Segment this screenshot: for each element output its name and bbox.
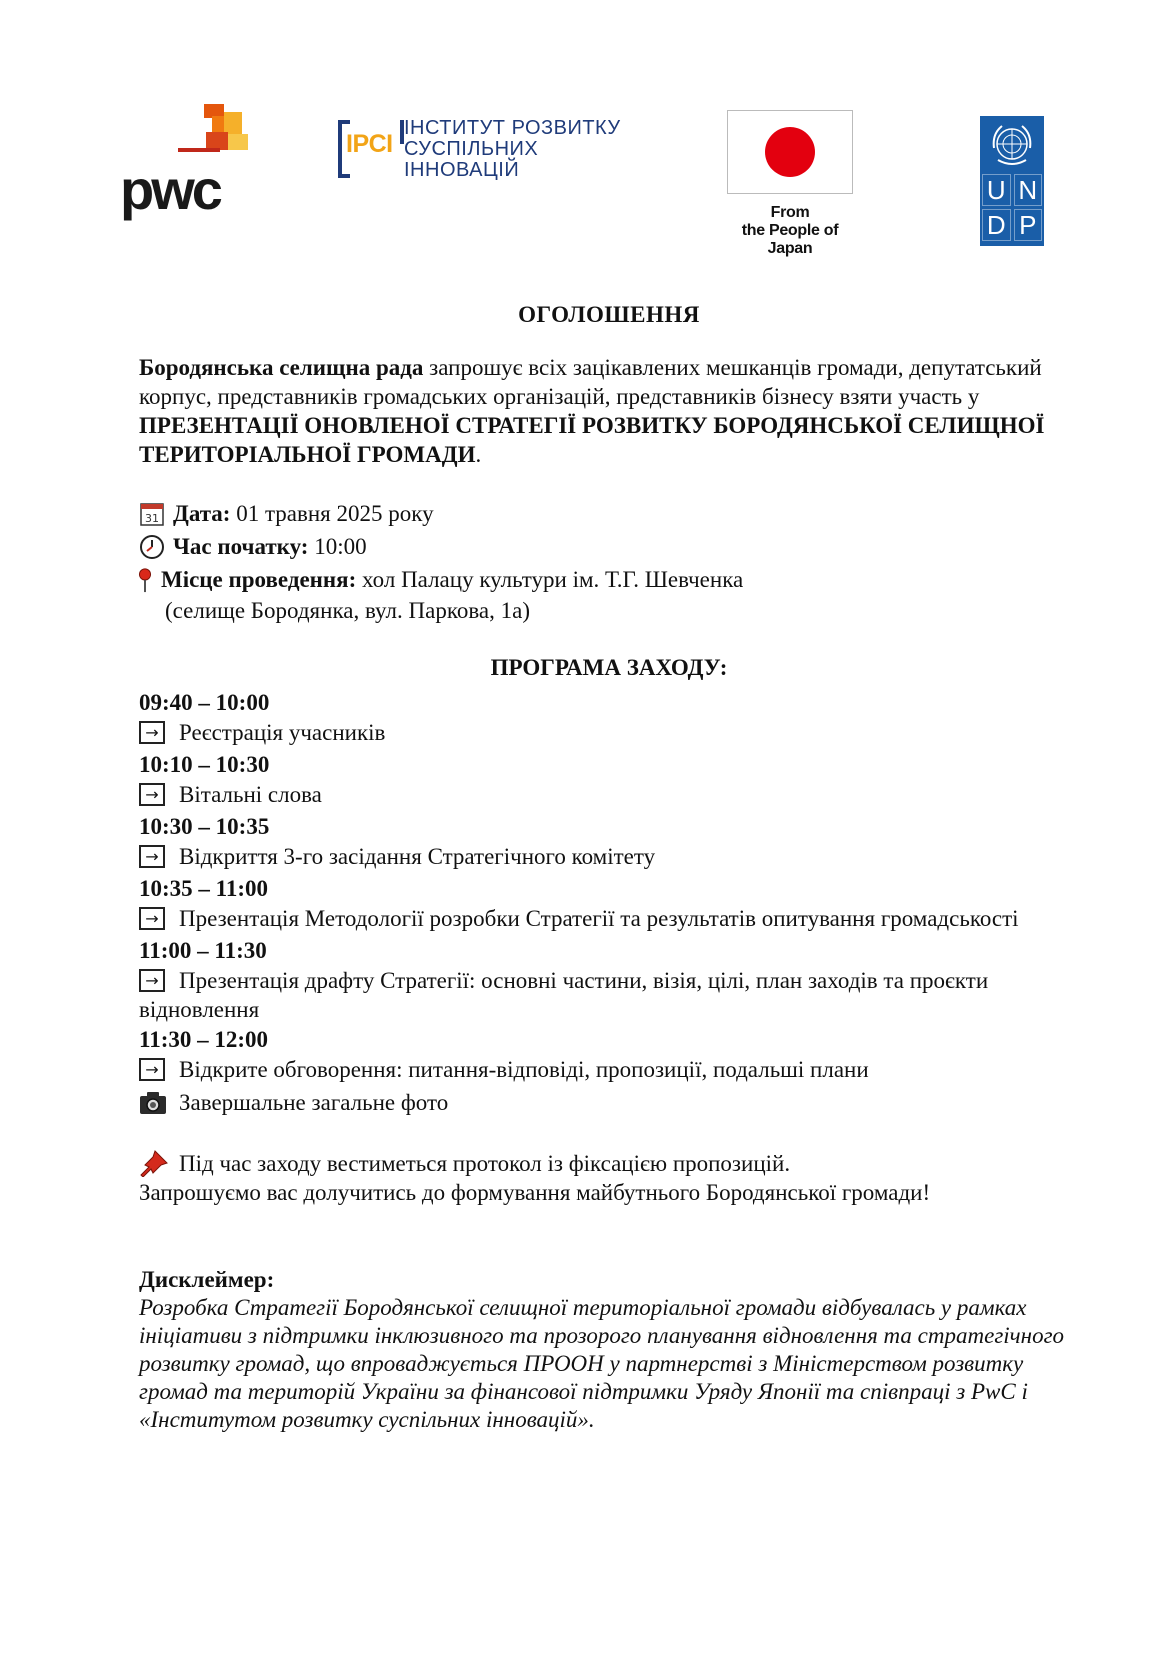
program-item-text: Вітальні слова xyxy=(179,782,322,807)
final-photo-item xyxy=(139,1088,1079,1117)
japan-caption-line: the People of Japan xyxy=(741,222,839,257)
program-item xyxy=(139,966,1079,1024)
ipci-line: СУСПІЛЬНИХ xyxy=(404,138,539,160)
pwc-block xyxy=(228,134,248,150)
place-line xyxy=(135,563,1079,596)
program-item-text: Презентація Методології розробки Стратегії та результатів опитування громадськості xyxy=(179,906,1019,931)
undp-letter: P xyxy=(1014,209,1043,241)
intro-paragraph xyxy=(139,353,1079,469)
program-list xyxy=(139,687,1079,1117)
arrow-icon: → xyxy=(139,721,165,744)
announcement xyxy=(139,300,1079,1434)
time-label: Час початку: xyxy=(173,534,309,559)
page-title: ОГОЛОШЕННЯ xyxy=(518,302,700,327)
intro-text: запрошує всіх зацікавлених мешканців громади, депутатський корпус, представників громадських організацій, представників бізнесу взяти участь у xyxy=(139,355,1042,409)
note-line-1: Під час заходу вестиметься протокол із фіксацією пропозицій. xyxy=(179,1151,791,1176)
program-item xyxy=(139,1055,1079,1086)
program-item-text: Реєстрація учасників xyxy=(179,720,386,745)
undp-letters xyxy=(980,174,1044,241)
arrow-icon: → xyxy=(139,1058,165,1081)
japan-caption xyxy=(725,204,855,258)
org-name: Бородянська селищна рада xyxy=(139,355,424,380)
intro-end: . xyxy=(475,442,482,467)
program-time: 11:00 – 11:30 xyxy=(139,938,267,963)
clock-icon xyxy=(139,534,165,560)
disclaimer-text: Розробка Стратегії Бородянської селищної територіальної громади відбувалась у рамках ініціативи з підтримки інклюзивного та прозорого планування відновлення та стратегічного розвитку громад, що впроваджується ПРООН у партнерстві з Міністерством розвитку громад та територій України за фінансової підтримки Уряду Японії та співпраці з PwC і «Інститутом розвитку суспільних інновацій». xyxy=(139,1295,1065,1432)
program-item xyxy=(139,718,1079,749)
pwc-logo xyxy=(120,104,260,221)
program-time: 09:40 – 10:00 xyxy=(139,690,270,715)
final-photo-text: Завершальне загальне фото xyxy=(179,1090,449,1115)
date-text xyxy=(173,499,434,528)
arrow-icon: → xyxy=(139,845,165,868)
program-item xyxy=(139,780,1079,811)
pwc-line xyxy=(178,148,220,152)
arrow-icon: → xyxy=(139,969,165,992)
pushpin-icon xyxy=(139,1149,169,1177)
event-name: ПРЕЗЕНТАЦІЇ ОНОВЛЕНОЇ СТРАТЕГІЇ РОЗВИТКУ БОРОДЯНСЬКОЇ СЕЛИЩНОЇ ТЕРИТОРІАЛЬНОЇ ГРОМАДИ xyxy=(139,413,1045,467)
program-time: 11:30 – 12:00 xyxy=(139,1027,269,1052)
program-time: 10:10 – 10:30 xyxy=(139,752,270,777)
place-address: (селище Бородянка, вул. Паркова, 1а) xyxy=(165,598,530,623)
program-item-text: Презентація драфту Стратегії: основні частини, візія, цілі, план заходів та проєкти відновлення xyxy=(139,968,989,1022)
program-time: 10:35 – 11:00 xyxy=(139,876,269,901)
undp-letter: U xyxy=(982,174,1011,206)
place-value: хол Палацу культури ім. Т.Г. Шевченка xyxy=(356,567,744,592)
japan-flag xyxy=(727,110,853,194)
program-title: ПРОГРАМА ЗАХОДУ: xyxy=(490,655,728,680)
place-label: Місце проведення: xyxy=(161,567,357,592)
calendar-day: 31 xyxy=(145,511,159,525)
un-emblem-icon xyxy=(986,120,1038,170)
program-time: 10:30 – 10:35 xyxy=(139,814,270,839)
note-line-2: Запрошуємо вас долучитись до формування майбутнього Бородянської громади! xyxy=(139,1180,931,1205)
date-line xyxy=(139,497,1079,530)
ipci-line: ІНСТИТУТ РОЗВИТКУ xyxy=(404,117,621,139)
ipci-name xyxy=(404,118,621,181)
time-line xyxy=(139,530,1079,563)
program-item-text: Відкриття 3-го засідання Стратегічного комітету xyxy=(179,844,656,869)
ipci-abbr: IPCI xyxy=(346,130,393,158)
ipci-logo xyxy=(338,118,638,182)
program-item-text: Відкрите обговорення: питання-відповіді, пропозиції, подальші плани xyxy=(179,1057,869,1082)
arrow-icon: → xyxy=(139,907,165,930)
pin-icon xyxy=(135,567,155,593)
japan-flag-sun xyxy=(765,127,815,177)
time-value: 10:00 xyxy=(308,534,367,559)
disclaimer-title: Дисклеймер: xyxy=(139,1267,275,1292)
place-text xyxy=(161,565,743,594)
undp-letter: N xyxy=(1014,174,1043,206)
calendar-icon xyxy=(139,501,165,527)
arrow-icon: → xyxy=(139,783,165,806)
ipci-line: ІННОВАЦІЙ xyxy=(404,159,520,181)
date-label: Дата: xyxy=(173,501,231,526)
program-item xyxy=(139,842,1079,873)
japan-logo xyxy=(725,110,855,257)
date-value: 01 травня 2025 року xyxy=(230,501,434,526)
camera-icon xyxy=(139,1091,167,1115)
pwc-wordmark: pwc xyxy=(120,158,220,221)
time-text xyxy=(173,532,367,561)
program-item xyxy=(139,904,1079,935)
japan-caption-line: From xyxy=(770,204,810,221)
undp-letter: D xyxy=(982,209,1011,241)
protocol-note xyxy=(139,1149,1079,1207)
undp-logo xyxy=(980,116,1044,246)
